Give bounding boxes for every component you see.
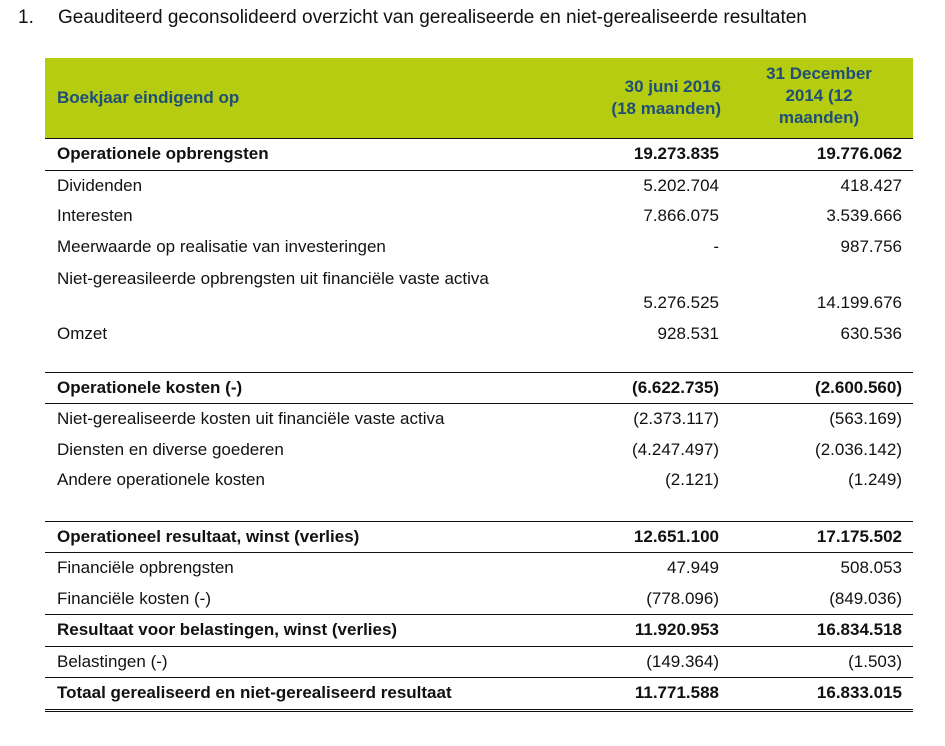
table-spacer [45,350,913,372]
row-label: Niet-gerealiseerde kosten uit financiële vaste activa [57,409,445,428]
header-col-2014-line1: 31 December [766,64,872,83]
row-value-2014: (2.036.142) [815,439,902,459]
row-value-2014: (1.503) [848,651,902,671]
row-value-2016: 19.273.835 [633,144,719,163]
row-value-2014: 987.756 [840,236,902,256]
table-row [45,552,913,584]
row-value-2014: (2.600.560) [815,377,902,397]
row-value-2016: - [713,236,719,256]
row-value-2014: 3.539.666 [826,206,902,225]
row-label: Diensten en diverse goederen [57,439,284,459]
row-value-2016: (149.364) [646,651,719,671]
row-label: Operationeel resultaat, winst (verlies) [57,526,360,546]
table-row [45,403,913,435]
header-col-2016-line2: (18 maanden) [611,99,721,118]
table-row [45,372,913,404]
row-label: Andere operationele kosten [57,470,265,489]
row-value-2014: 418.427 [840,175,902,195]
table-row [45,584,913,615]
header-col-2014-line3: maanden) [778,108,860,127]
header-label: Boekjaar eindigend op [57,88,240,107]
row-value-2016: (2.373.117) [633,409,719,428]
row-value-2014: 16.834.518 [816,620,902,639]
row-value-2014: (563.169) [829,409,902,428]
results-table [45,58,913,712]
table-header [45,58,913,138]
header-col-2014 [745,63,893,129]
row-label: Resultaat voor belastingen, winst (verlies) [57,620,398,639]
header-col-2014-line2: 2014 (12 [785,86,853,105]
row-label: Totaal gerealiseerd en niet-gerealiseerd resultaat [57,683,452,702]
row-label: Operationele opbrengsten [57,144,269,163]
row-value-2016: (4.247.497) [632,439,719,459]
row-label: Meerwaarde op realisatie van investeringen [57,236,386,256]
row-label: Dividenden [57,175,143,195]
row-value-2014: (1.249) [848,470,902,489]
table-row-total [45,677,913,712]
row-value-2016: (6.622.735) [632,377,719,397]
row-label: Niet-gereasileerde opbrengsten uit financiële vaste activa [57,269,489,288]
table-row [45,465,913,496]
row-value-2016: (2.121) [665,470,719,489]
row-value-2016: 12.651.100 [633,526,719,546]
row-value-2016: 11.920.953 [634,620,719,639]
row-value-2014: 630.536 [840,324,902,343]
row-value-2014: 14.199.676 [816,293,902,312]
row-value-2014: 16.833.015 [816,683,902,702]
table-row [45,521,913,553]
table-row [45,319,913,350]
row-label: Operationele kosten (-) [57,377,243,397]
row-value-2014: 19.776.062 [816,144,902,163]
section-title: Geauditeerd geconsolideerd overzicht van gerealiseerde en niet-gerealiseerde resultaten [58,7,807,28]
table-row [45,232,913,263]
table-row [45,201,913,232]
row-label: Belastingen (-) [57,651,168,671]
row-value-2016: (778.096) [646,588,719,608]
section-number: 1. [18,7,34,28]
row-label: Interesten [57,206,133,225]
row-value-2016: 5.276.525 [643,293,719,312]
header-col-2016-line1: 30 juni 2016 [624,77,721,96]
row-label: Financiële opbrengsten [57,558,234,577]
row-value-2016: 7.866.075 [643,206,719,225]
table-row [45,614,913,646]
table-row [45,262,913,319]
table-row [45,138,913,170]
table-row [45,170,913,202]
row-label: Omzet [57,324,108,343]
table-row [45,646,913,678]
section-heading [18,7,807,29]
row-value-2016: 11.771.588 [634,683,719,702]
row-value-2014: (849.036) [829,588,902,608]
row-value-2016: 5.202.704 [643,175,719,195]
row-value-2016: 928.531 [657,324,719,343]
table-row [45,435,913,466]
table-spacer [45,496,913,521]
row-value-2014: 17.175.502 [816,526,902,546]
row-label: Financiële kosten (-) [57,588,212,608]
row-value-2016: 47.949 [667,558,719,577]
header-col-2016 [561,76,721,120]
row-value-2014: 508.053 [840,558,902,577]
